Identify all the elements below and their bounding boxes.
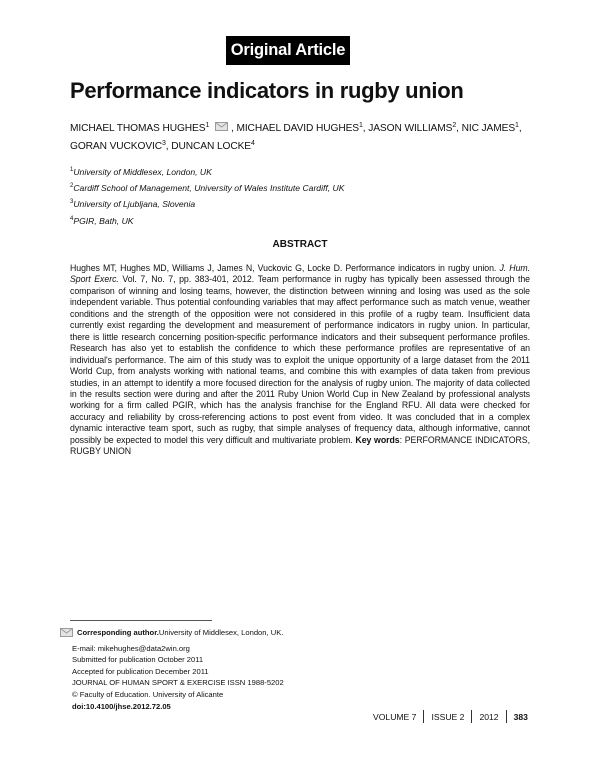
author-list	[70, 120, 540, 156]
footnote-divider	[70, 620, 212, 621]
affiliation-text: University of Middlesex, London, UK	[73, 167, 212, 177]
affiliation-text: Cardiff School of Management, University of Wales Institute Cardiff, UK	[73, 183, 345, 194]
page-number: 383	[513, 711, 528, 722]
copyright-line: © Faculty of Education. University of Alicante	[72, 689, 224, 699]
volume-label: VOLUME 7	[373, 711, 417, 722]
author-affil-sup: 2	[452, 122, 457, 129]
doi-link[interactable]: doi:10.4100/jhse.2012.72.05	[72, 701, 171, 711]
author-affil-sup: 4	[251, 140, 255, 147]
author-name[interactable]: , JASON WILLIAMS	[362, 123, 453, 134]
footer-separator	[423, 710, 424, 723]
keywords-label: Key words	[355, 434, 400, 445]
accepted-date: Accepted for publication December 2011	[72, 666, 209, 676]
author-name[interactable]: GORAN VUCKOVIC	[70, 141, 162, 152]
author-line-1: MICHAEL THOMAS HUGHES$^1$ , MICHAEL DAVID HUGHES$^1$, JASON WILLIAMS$^2$, NIC JAMES$^1$,	[70, 122, 522, 134]
author-name[interactable]: , MICHAEL DAVID HUGHES	[230, 123, 359, 134]
affiliation-sup: 4	[70, 215, 74, 222]
affiliation-item	[70, 180, 530, 196]
corresponding-email[interactable]: E-mail: mikehughes@data2win.org	[72, 643, 190, 653]
author-affil-sup: 1	[358, 122, 363, 129]
article-title: Performance indicators in rugby union	[70, 78, 464, 103]
affiliation-sup: 3	[70, 199, 74, 206]
affiliation-sup: 1	[70, 167, 74, 173]
article-type-badge: Original Article	[226, 36, 350, 65]
footer-separator	[506, 710, 507, 723]
corresponding-author-label: Corresponding author.	[77, 628, 159, 637]
affiliation-text: University of Ljubljana, Slovenia	[73, 199, 196, 210]
footnote-block	[60, 627, 540, 712]
issue-label: ISSUE 2	[431, 711, 465, 722]
corresponding-author-affiliation: University of Middlesex, London, UK.	[158, 628, 284, 637]
affiliation-item	[70, 164, 530, 180]
page-footer	[373, 710, 528, 723]
author-affil-sup: 1	[515, 122, 519, 129]
affiliation-text: PGIR, Bath, UK	[73, 215, 134, 226]
abstract-heading: ABSTRACT	[272, 239, 328, 250]
abstract-body	[70, 263, 530, 458]
footer-separator	[471, 710, 472, 723]
author-affil-sup: 3	[162, 140, 166, 147]
abstract-text: Team performance in rugby has typically been assessed through the comparison of winning and losing teams, however, the distinction between winning and losing was used as the sole independent variable. Thus potential confounding variables that may affect performance such as match venue, weather conditions and the strength of the opposition were not considered in this profile of a rugby team. Insufficient data currently exist regarding the development and measurement of performance indicators in rugby union. In particular, there is little research concerning position-specific performance indicators and their subsequent performance profiles. Research has also yet to establish the confidence to which these performance profiles are representative of an individual's performance. The aim of this study was to exploit the unique opportunity of a large dataset from the 2011 World Cup, from analysts working with national teams, and combine this with examples of data taken from previous studies, in an attempt to identify a more focused direction for the analysis of rugby union. The majority of data collected in the results section were during and after the 2011 Ruby Union World Cup in New Zealand by professional analysts working for a firm called PGIR, which has the analysis franchise for the England RFU. All data were checked for accuracy and reliability by cross-referencing actions to post event from video. It was concluded that in a complex dynamic interactive team sport, such as rugby, that simple analyses of frequency data, although informative, cannot possibly be expected to model this very difficult and multivariate problem.	[70, 274, 530, 445]
journal-name: J. Hum. Sport Exerc.	[70, 263, 530, 285]
citation-lead: Hughes MT, Hughes MD, Williams J, James N, Vuckovic G, Locke D. Performance indicators in rugby union.	[70, 263, 500, 273]
affiliation-list	[70, 164, 530, 229]
keywords-text: : PERFORMANCE INDICATORS, RUGBY UNION	[70, 434, 530, 457]
citation-tail: Vol. 7, No. 7, pp. 383-401, 2012.	[118, 274, 258, 285]
journal-issn: JOURNAL OF HUMAN SPORT & EXERCISE ISSN 1988-5202	[72, 678, 284, 688]
author-affil-sup: 1	[205, 122, 210, 129]
author-name[interactable]: , DUNCAN LOCKE	[165, 141, 252, 152]
affiliation-item	[70, 196, 530, 212]
author-name[interactable]: MICHAEL THOMAS HUGHES	[70, 123, 206, 134]
affiliation-sup: 2	[70, 183, 74, 190]
corresponding-author-line	[60, 627, 540, 639]
year-label: 2012	[479, 711, 499, 722]
envelope-icon[interactable]	[60, 628, 73, 637]
submitted-date: Submitted for publication October 2011	[72, 655, 204, 665]
author-name[interactable]: , NIC JAMES	[456, 123, 516, 134]
envelope-icon[interactable]	[215, 122, 228, 131]
affiliation-item	[70, 213, 530, 229]
author-line-2	[70, 138, 540, 156]
